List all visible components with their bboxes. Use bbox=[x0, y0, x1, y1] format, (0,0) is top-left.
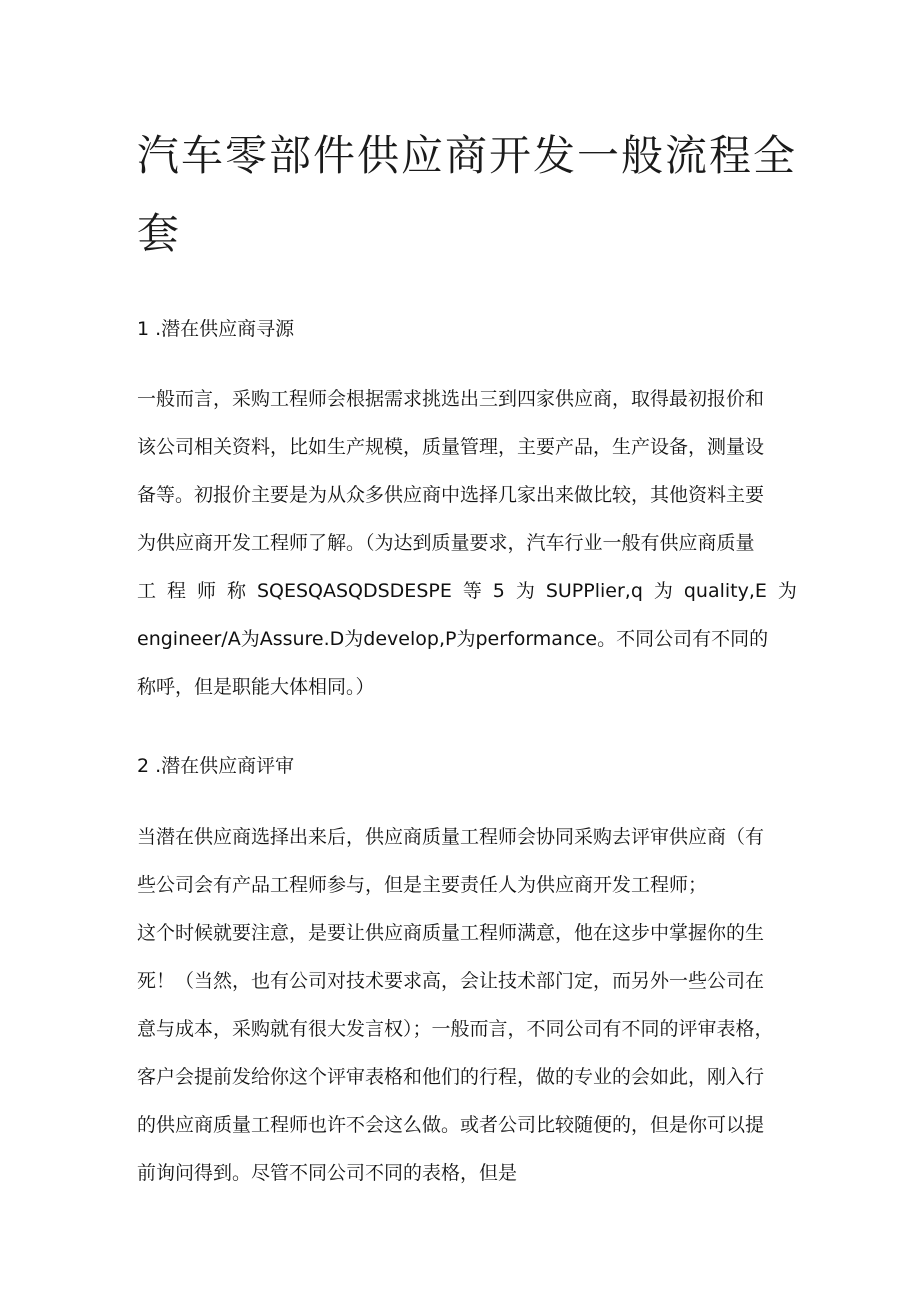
section-1-paragraph-line: 备等。初报价主要是为从众多供应商中选择几家出来做比较，其他资料主要 bbox=[137, 484, 765, 506]
justified-token: 称 bbox=[226, 580, 246, 602]
justified-token: 等 bbox=[462, 580, 482, 602]
section-2-paragraph-line: 客户会提前发给你这个评审表格和他们的行程，做的专业的会如此，刚入行 bbox=[137, 1066, 765, 1088]
justified-token: SUPPlier,q bbox=[545, 580, 643, 602]
section-1-paragraph-line-justified bbox=[137, 582, 797, 601]
section-1-paragraph-line: engineer/A为Assure.D为develop,P为performance。不同公司有不同的 bbox=[137, 628, 769, 650]
section-1-paragraph-line: 为供应商开发工程师了解。（为达到质量要求，汽车行业一般有供应商质量 bbox=[137, 532, 755, 554]
section-1-paragraph-line: 一般而言，采购工程师会根据需求挑选出三到四家供应商，取得最初报价和 bbox=[137, 388, 765, 410]
section-2-paragraph-line: 这个时候就要注意，是要让供应商质量工程师满意，他在这步中掌握你的生 bbox=[137, 922, 765, 944]
section-2-paragraph-line: 意与成本，采购就有很大发言权）；一般而言，不同公司有不同的评审表格， bbox=[137, 1018, 774, 1040]
section-2-paragraph-line: 前询问得到。尽管不同公司不同的表格，但是 bbox=[137, 1162, 518, 1184]
section-2-paragraph-line: 些公司会有产品工程师参与，但是主要责任人为供应商开发工程师； bbox=[137, 874, 708, 896]
section-1-paragraph-line: 该公司相关资料，比如生产规模，质量管理，主要产品，生产设备，测量设 bbox=[137, 436, 765, 458]
section-2-heading: 2 .潜在供应商评审 bbox=[137, 755, 295, 777]
section-2-paragraph-line: 死！（当然，也有公司对技术要求高，会让技术部门定，而另外一些公司在 bbox=[137, 970, 765, 992]
section-1-heading: 1 .潜在供应商寻源 bbox=[137, 318, 295, 340]
justified-token: 程 bbox=[166, 580, 186, 602]
justified-token: 工 bbox=[137, 580, 157, 602]
justified-token: 为 bbox=[777, 580, 797, 602]
section-2-paragraph-line: 的供应商质量工程师也许不会这么做。或者公司比较随便的，但是你可以提 bbox=[137, 1114, 765, 1136]
justified-token: 5 bbox=[492, 580, 505, 602]
justified-token: SQESQASQDSDESPE bbox=[256, 580, 452, 602]
document-title-line-2: 套 bbox=[137, 209, 182, 258]
justified-token: quality,E bbox=[683, 580, 767, 602]
justified-token: 为 bbox=[653, 580, 673, 602]
justified-token: 师 bbox=[196, 580, 216, 602]
section-2-paragraph-line: 当潜在供应商选择出来后，供应商质量工程师会协同采购去评审供应商（有 bbox=[137, 826, 765, 848]
document-title-line-1: 汽车零部件供应商开发一般流程全 bbox=[137, 131, 798, 180]
section-1-paragraph-line: 称呼，但是职能大体相同。） bbox=[137, 676, 375, 698]
justified-token: 为 bbox=[515, 580, 535, 602]
